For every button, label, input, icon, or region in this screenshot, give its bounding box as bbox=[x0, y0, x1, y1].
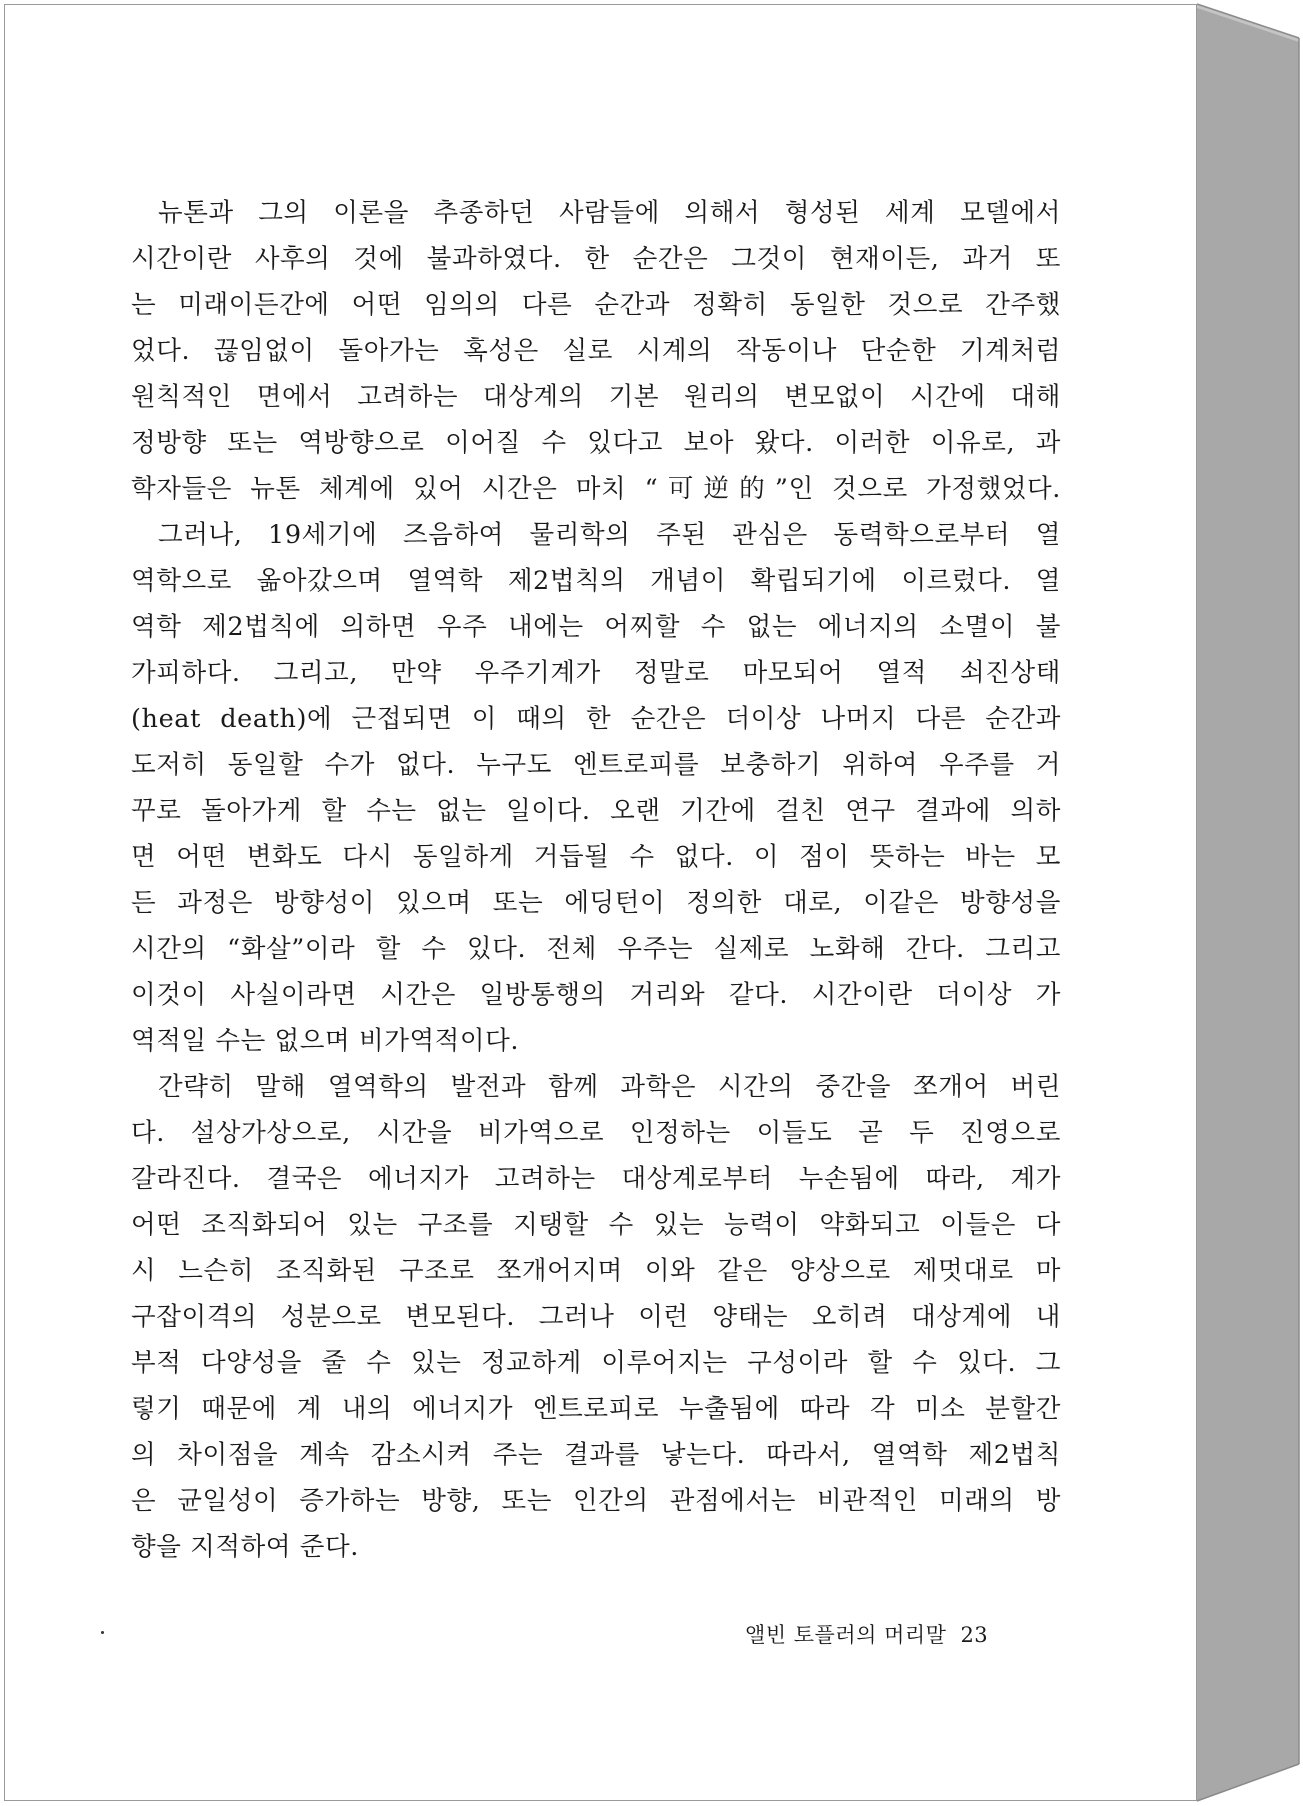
running-title: 앨빈 토플러의 머리말 bbox=[745, 1623, 947, 1647]
text-line: 은 균일성이 증가하는 방향, 또는 인간의 관점에서는 비관적인 미래의 방 bbox=[131, 1486, 1061, 1516]
text-line: 시간의 “화살”이라 할 수 있다. 전체 우주는 실제로 노화해 간다. 그리고 bbox=[131, 934, 1061, 964]
text-line: 역학으로 옮아갔으며 열역학 제2법칙의 개념이 확립되기에 이르렀다. 열 bbox=[131, 566, 1061, 596]
text-line: 원칙적인 면에서 고려하는 대상계의 기본 원리의 변모없이 시간에 대해 bbox=[131, 382, 1061, 412]
text-line: 이것이 사실이라면 시간은 일방통행의 거리와 같다. 시간이란 더이상 가 bbox=[131, 980, 1061, 1010]
text-line: 뉴톤과 그의 이론을 추종하던 사람들에 의해서 형성된 세계 모델에서 bbox=[158, 198, 1061, 228]
text-line: 학자들은 뉴톤 체계에 있어 시간은 마치 “可逆的”인 것으로 가정했었다. bbox=[131, 474, 1061, 504]
text-line: 시간이란 사후의 것에 불과하였다. 한 순간은 그것이 현재이든, 과거 또 bbox=[131, 244, 1061, 274]
stray-mark bbox=[101, 1631, 104, 1634]
text-line: 역적일 수는 없으며 비가역적이다. bbox=[131, 1026, 520, 1056]
body-text bbox=[131, 190, 1061, 1570]
text-line: 부적 다양성을 줄 수 있는 정교하게 이루어지는 구성이라 할 수 있다. 그 bbox=[131, 1348, 1061, 1378]
paragraph-3 bbox=[131, 1064, 1061, 1570]
text-line: 든 과정은 방향성이 있으며 또는 에딩턴이 정의한 대로, 이같은 방향성을 bbox=[131, 888, 1061, 918]
text-line: (heat death)에 근접되면 이 때의 한 순간은 더이상 나머지 다른 순간과 bbox=[131, 704, 1061, 734]
text-line: 시 느슨히 조직화된 구조로 쪼개어지며 이와 같은 양상으로 제멋대로 마 bbox=[131, 1256, 1061, 1286]
text-line: 그러나, 19세기에 즈음하여 물리학의 주된 관심은 동력학으로부터 열 bbox=[158, 520, 1061, 550]
text-line: 간략히 말해 열역학의 발전과 함께 과학은 시간의 중간을 쪼개어 버린 bbox=[158, 1072, 1061, 1102]
text-line: 가피하다. 그리고, 만약 우주기계가 정말로 마모되어 열적 쇠진상태 bbox=[131, 658, 1061, 688]
text-line: 꾸로 돌아가게 할 수는 없는 일이다. 오랜 기간에 걸친 연구 결과에 의하 bbox=[131, 796, 1061, 826]
text-line: 역학 제2법칙에 의하면 우주 내에는 어찌할 수 없는 에너지의 소멸이 불 bbox=[131, 612, 1061, 642]
text-line: 갈라진다. 결국은 에너지가 고려하는 대상계로부터 누손됨에 따라, 계가 bbox=[131, 1164, 1061, 1194]
text-line: 정방향 또는 역방향으로 이어질 수 있다고 보아 왔다. 이러한 이유로, 과 bbox=[131, 428, 1061, 458]
text-line: 었다. 끊임없이 돌아가는 혹성은 실로 시계의 작동이나 단순한 기계처럼 bbox=[131, 336, 1061, 366]
text-line: 는 미래이든간에 어떤 임의의 다른 순간과 정확히 동일한 것으로 간주했 bbox=[131, 290, 1061, 320]
text-line: 의 차이점을 계속 감소시켜 주는 결과를 낳는다. 따라서, 열역학 제2법칙 bbox=[131, 1440, 1061, 1470]
text-line: 렇기 때문에 계 내의 에너지가 엔트로피로 누출됨에 따라 각 미소 분할간 bbox=[131, 1394, 1061, 1424]
text-line: 구잡이격의 성분으로 변모된다. 그러나 이런 양태는 오히려 대상계에 내 bbox=[131, 1302, 1061, 1332]
paragraph-2 bbox=[131, 512, 1061, 1064]
text-line: 면 어떤 변화도 다시 동일하게 거듭될 수 없다. 이 점이 뜻하는 바는 모 bbox=[131, 842, 1061, 872]
page-number: 23 bbox=[960, 1623, 989, 1647]
page-footer bbox=[745, 1619, 988, 1649]
text-line: 향을 지적하여 준다. bbox=[131, 1532, 359, 1562]
text-line: 어떤 조직화되어 있는 구조를 지탱할 수 있는 능력이 약화되고 이들은 다 bbox=[131, 1210, 1061, 1240]
paragraph-1 bbox=[131, 190, 1061, 512]
text-line: 다. 설상가상으로, 시간을 비가역으로 인정하는 이들도 곧 두 진영으로 bbox=[131, 1118, 1061, 1148]
text-line: 도저히 동일할 수가 없다. 누구도 엔트로피를 보충하기 위하여 우주를 거 bbox=[131, 750, 1061, 780]
